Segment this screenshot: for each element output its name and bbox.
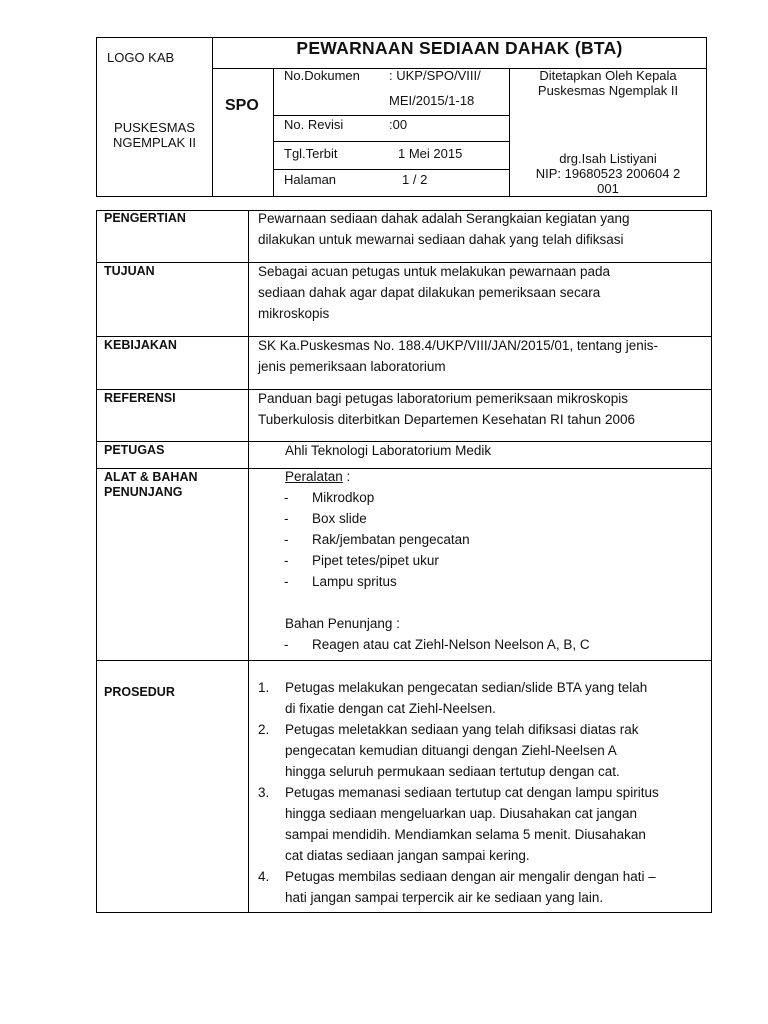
- section-text-tujuan: Sebagai acuan petugas untuk melakukan pewarnaan pada sediaan dahak agar dapat dilakukan pemeriksaan secara mikroskopis: [258, 264, 611, 321]
- list-item: - Reagen atau cat Ziehl-Nelson Neelson A, B, C: [284, 637, 590, 652]
- section-label-tujuan: TUJUAN: [104, 264, 155, 278]
- section-label-kebijakan: KEBIJAKAN: [104, 338, 177, 352]
- procedure-step: 2. Petugas meletakkan sediaan yang telah difiksasi diatas rak pengecatan kemudian dituangi dengan Ziehl-Neelsen A hingga seluruh permukaan sediaan tertutup dengan cat.: [258, 722, 639, 779]
- procedure-step: 4. Petugas membilas sediaan dengan air mengalir dengan hati – hati jangan sampai terpercik air ke sediaan yang lain.: [258, 869, 656, 905]
- approval-text: Ditetapkan Oleh Kepala Puskesmas Ngemplak II: [537, 68, 679, 98]
- section-label-prosedur: PROSEDUR: [104, 685, 175, 699]
- bahan-heading: Bahan Penunjang :: [285, 616, 400, 631]
- section-label-pengertian: PENGERTIAN: [104, 211, 186, 225]
- procedure-step: 3. Petugas memanasi sediaan tertutup cat dengan lampu spiritus hingga sediaan mengeluarkan uap. Diusahakan cat jangan sampai mendidih. Mendiamkan selama 5 menit. Diusahakan cat diatas sediaan jangan sampai kering.: [258, 785, 659, 863]
- signer-nip: NIP: 19680523 200604 2: [535, 166, 681, 181]
- revision-label: No. Revisi: [284, 117, 344, 132]
- section-label-petugas: PETUGAS: [104, 443, 165, 457]
- list-item: - Rak/jembatan pengecatan: [284, 532, 470, 547]
- revision-value: :00: [389, 117, 408, 132]
- peralatan-list: [284, 487, 590, 592]
- page-value: 1 / 2: [402, 172, 428, 187]
- section-text-kebijakan: SK Ka.Puskesmas No. 188.4/UKP/VIII/JAN/2015/01, tentang jenis- jenis pemeriksaan laboratorium: [258, 338, 658, 374]
- doc-number-label: No.Dokumen: [284, 68, 360, 83]
- issue-date-value: 1 Mei 2015: [398, 146, 463, 161]
- section-label-alat-bahan: ALAT & BAHAN PENUNJANG: [104, 470, 198, 499]
- page-label: Halaman: [284, 172, 337, 187]
- list-item: - Mikrodkop: [284, 490, 375, 505]
- doc-number-value-cont: MEI/2015/1-18: [389, 93, 475, 108]
- section-text-referensi: Panduan bagi petugas laboratorium pemeriksaan mikroskopis Tuberkulosis diterbitkan Departemen Kesehatan RI tahun 2006: [258, 391, 635, 427]
- list-item: - Lampu spritus: [284, 574, 397, 589]
- spo-label: SPO: [225, 97, 259, 114]
- document-title: PEWARNAAN SEDIAAN DAHAK (BTA): [296, 38, 623, 58]
- issue-date-label: Tgl.Terbit: [284, 146, 338, 161]
- section-label-referensi: REFERENSI: [104, 391, 176, 405]
- section-text-prosedur: [258, 677, 659, 908]
- doc-number-value: : UKP/SPO/VIII/: [389, 68, 481, 83]
- logo-label: LOGO KAB: [107, 50, 175, 65]
- organization-name: PUSKESMAS NGEMPLAK II: [112, 120, 197, 150]
- list-item: - Box slide: [284, 511, 367, 526]
- peralatan-heading: Peralatan :: [285, 469, 351, 484]
- list-item: - Pipet tetes/pipet ukur: [284, 553, 439, 568]
- signer-block: drg.Isah Listiyani NIP: 19680523 200604 2 001: [510, 151, 706, 196]
- section-text-alat-bahan: [284, 466, 590, 655]
- signer-name: drg.Isah Listiyani: [559, 151, 657, 166]
- procedure-list: [258, 677, 659, 908]
- section-text-pengertian: Pewarnaan sediaan dahak adalah Serangkaian kegiatan yang dilakukan untuk mewarnai sediaan dahak yang telah difiksasi: [258, 211, 630, 247]
- section-text-petugas: Ahli Teknologi Laboratorium Medik: [285, 443, 492, 458]
- bahan-list: [284, 634, 590, 655]
- procedure-step: 1. Petugas melakukan pengecatan sedian/slide BTA yang telah di fixatie dengan cat Ziehl-Neelsen.: [258, 680, 648, 716]
